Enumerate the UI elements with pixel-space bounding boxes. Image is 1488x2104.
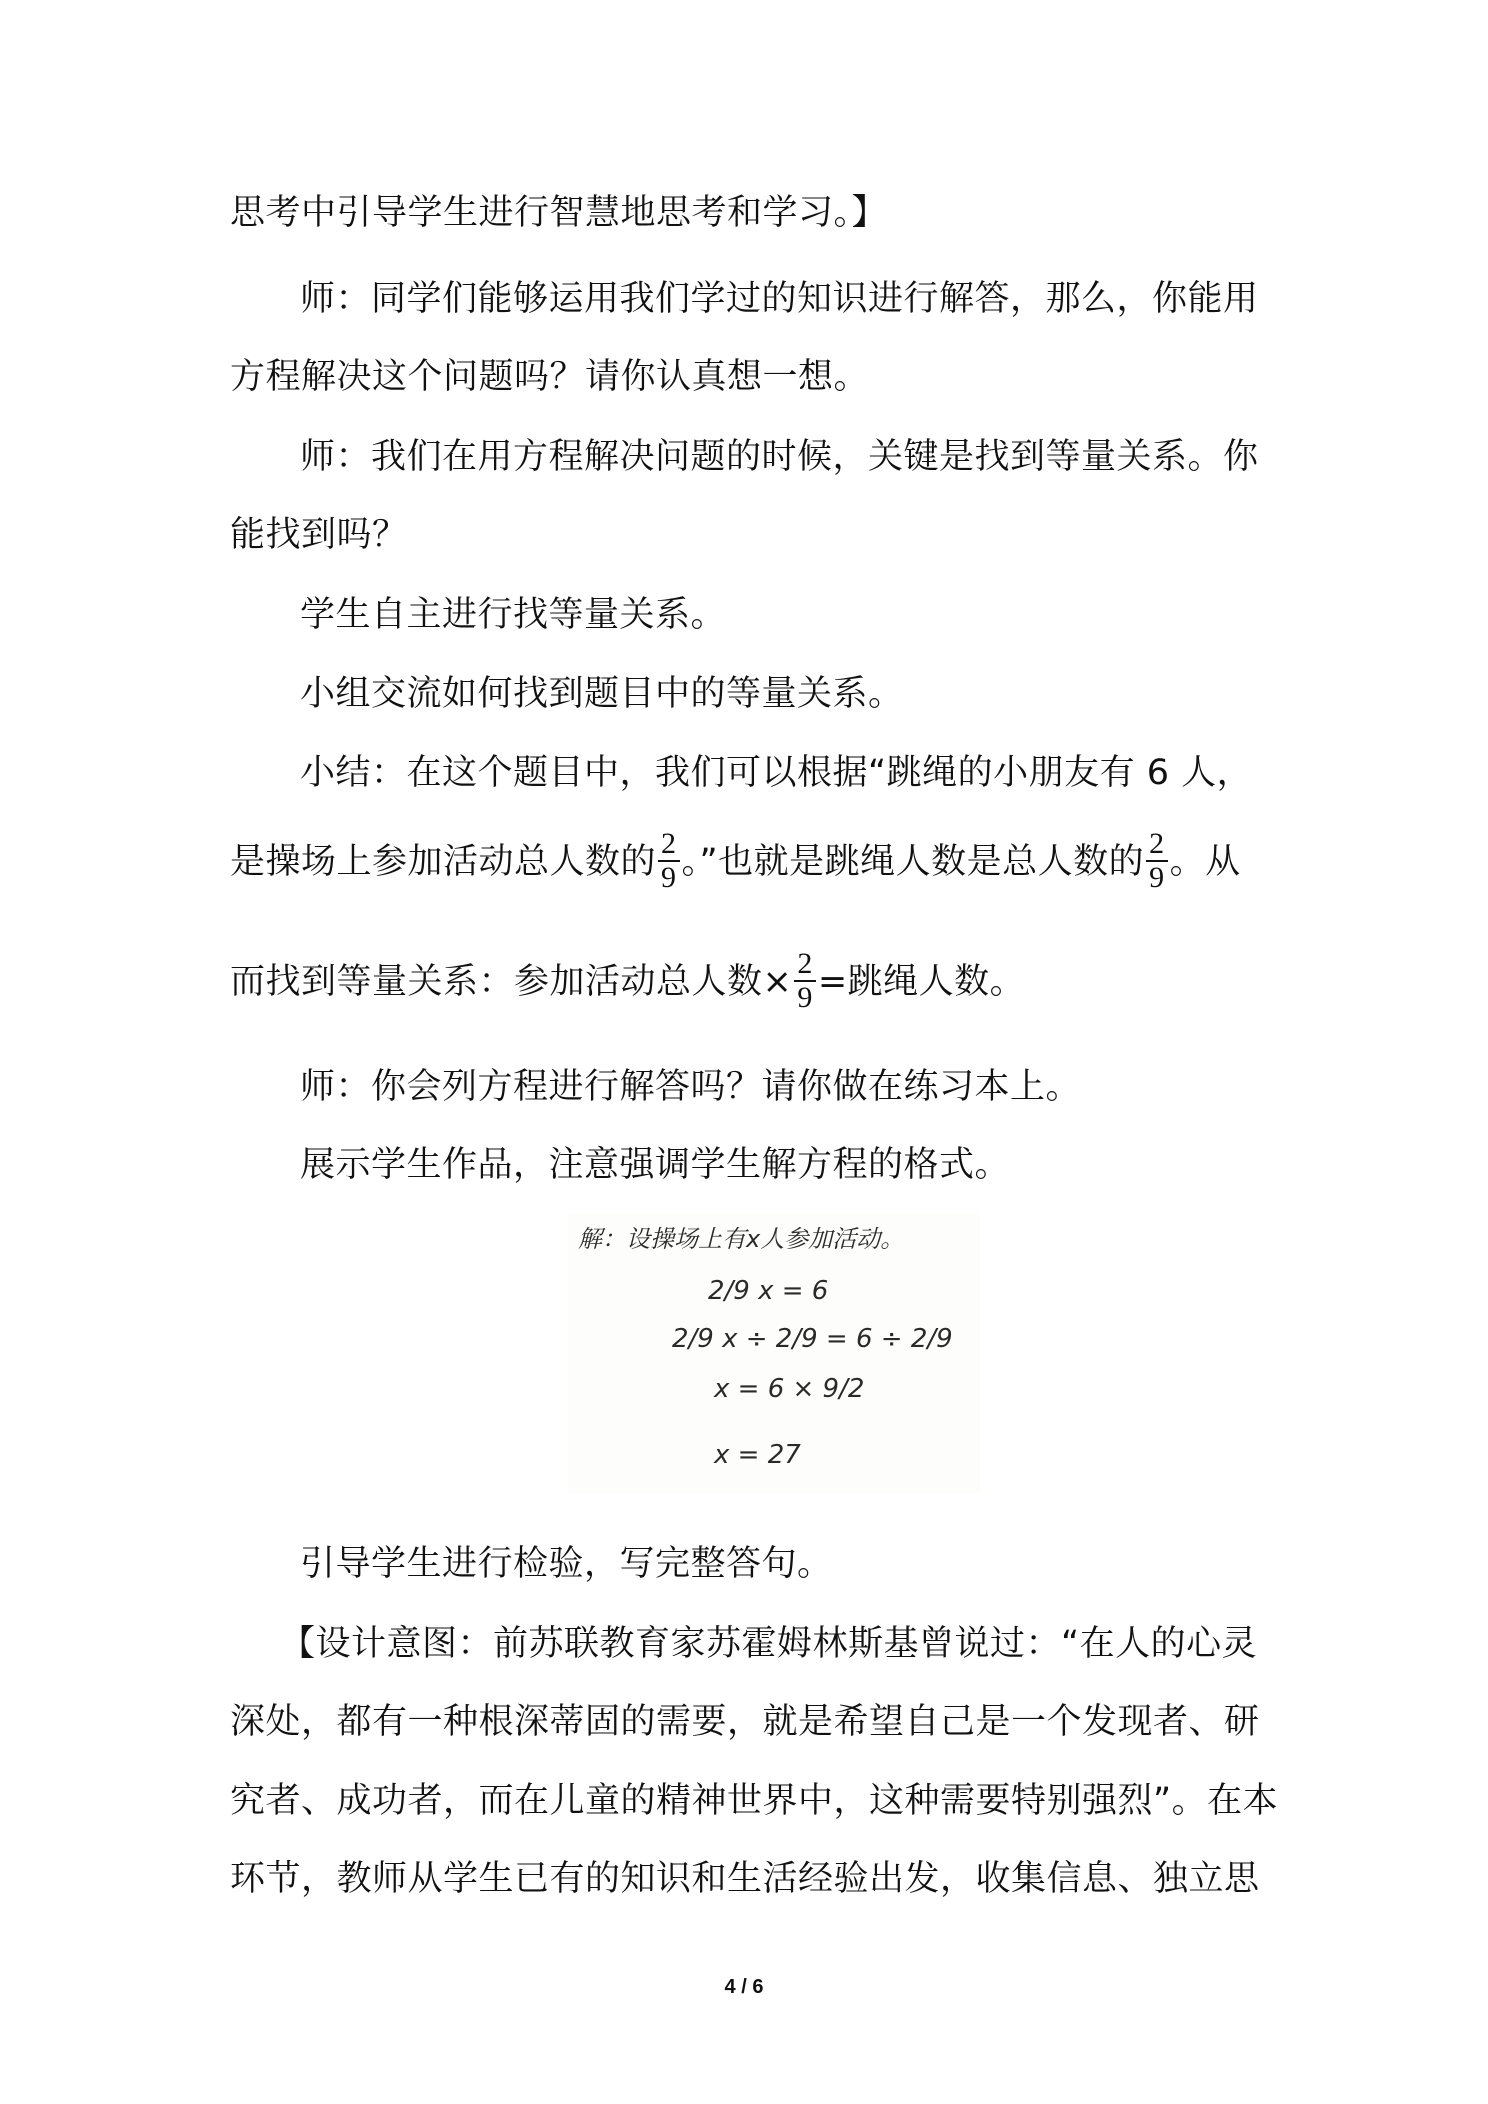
paragraph-line-with-fraction xyxy=(230,947,1026,1016)
paragraph-line-with-fractions xyxy=(230,827,1241,896)
text-segment: 而找到等量关系：参加活动总人数× xyxy=(230,962,793,1002)
paragraph-line: 小结：在这个题目中，我们可以根据“跳绳的小朋友有 6 人， xyxy=(300,753,1253,793)
paragraph-line: 引导学生进行检验，写完整答句。 xyxy=(300,1544,833,1584)
paragraph-line: 深处，都有一种根深蒂固的需要，就是希望自己是一个发现者、研 xyxy=(230,1702,1260,1742)
fraction-denominator: 9 xyxy=(1149,861,1165,894)
work-line: x = 6 × 9/2 xyxy=(714,1374,865,1404)
paragraph-line: 能找到吗？ xyxy=(230,515,408,555)
paragraph-line: 方程解决这个问题吗？请你认真想一想。 xyxy=(230,357,870,397)
paragraph-line: 小组交流如何找到题目中的等量关系。 xyxy=(300,674,904,714)
paragraph-line: 环节，教师从学生已有的知识和生活经验出发，收集信息、独立思 xyxy=(230,1859,1260,1899)
paragraph-line: 师：同学们能够运用我们学过的知识进行解答，那么，你能用 xyxy=(300,279,1259,319)
student-work-image xyxy=(568,1213,980,1493)
paragraph-line: 展示学生作品，注意强调学生解方程的格式。 xyxy=(300,1145,1011,1185)
fraction-numerator: 2 xyxy=(794,948,816,982)
paragraph-line: 【设计意图：前苏联教育家苏霍姆林斯基曾说过：“在人的心灵 xyxy=(280,1624,1258,1664)
fraction-numerator: 2 xyxy=(658,828,680,862)
text-segment: =跳绳人数。 xyxy=(817,962,1026,1002)
page-number: 4 / 6 xyxy=(724,1976,764,1998)
fraction-denominator: 9 xyxy=(661,861,677,894)
fraction xyxy=(658,828,680,894)
work-line: x = 27 xyxy=(714,1440,801,1470)
paragraph-line: 师：我们在用方程解决问题的时候，关键是找到等量关系。你 xyxy=(300,437,1259,477)
paragraph-line: 学生自主进行找等量关系。 xyxy=(300,595,727,635)
work-line: 解：设操场上有x人参加活动。 xyxy=(578,1225,905,1253)
text-segment: 。从 xyxy=(1169,842,1241,882)
fraction-numerator: 2 xyxy=(1146,828,1168,862)
work-line: 2/9 x ÷ 2/9 = 6 ÷ 2/9 xyxy=(672,1324,953,1354)
text-segment: 是操场上参加活动总人数的 xyxy=(230,842,657,882)
fraction xyxy=(794,948,816,1014)
paragraph-line: 师：你会列方程进行解答吗？请你做在练习本上。 xyxy=(300,1067,1082,1107)
fraction xyxy=(1146,828,1168,894)
work-line: 2/9 x = 6 xyxy=(708,1276,829,1306)
paragraph-line: 究者、成功者，而在儿童的精神世界中，这种需要特别强烈”。在本 xyxy=(230,1781,1279,1821)
fraction-denominator: 9 xyxy=(797,981,813,1014)
paragraph-line: 思考中引导学生进行智慧地思考和学习。】 xyxy=(230,193,888,233)
text-segment: 。”也就是跳绳人数是总人数的 xyxy=(681,842,1145,882)
